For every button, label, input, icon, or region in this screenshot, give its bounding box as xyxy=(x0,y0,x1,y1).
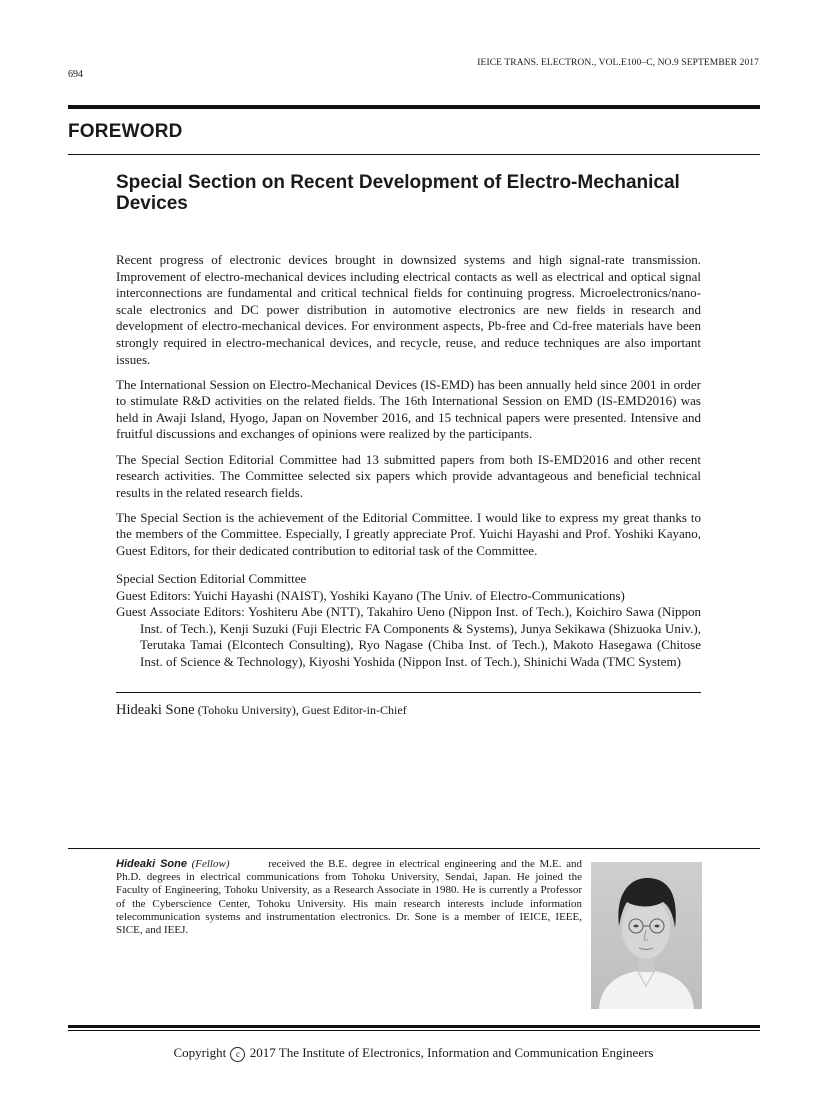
bio-name: Hideaki Sone xyxy=(116,858,187,870)
guest-associate-editors: Guest Associate Editors: Yoshiteru Abe (NTT), Takahiro Ueno (Nippon Inst. of Tech.), Koichiro Sawa (Nippon Inst. of Tech.), Kenji Suzuki (Fuji Electric FA Components & Systems), Junya Sekikawa (Shizuoka Univ.), Terutaka Tamai (Elcontech Consulting), Ryo Nagase (Chiba Inst. of Tech.), Makoto Hasegawa (Chitose Inst. of Science & Technology), Kiyoshi Yoshida (Nippon Inst. of Tech.), Shinichi Wada (TMC System) xyxy=(116,604,701,669)
bio-rule xyxy=(68,848,760,849)
section-title: Special Section on Recent Development of Electro-Mechanical Devices xyxy=(116,172,680,214)
body-paragraph-4: The Special Section is the achievement of the Editorial Committee. I would like to express my great thanks to the members of the Committee. Especially, I greatly appreciate Prof. Yuichi Hayashi and Prof. Yoshiki Kayano, Guest Editors, for their dedicated contribution to editorial task of the Committee. xyxy=(116,509,701,558)
signature-name: Hideaki Sone xyxy=(116,702,195,718)
committee-heading: Special Section Editorial Committee xyxy=(116,571,307,586)
editorial-committee xyxy=(116,571,701,670)
foreword-body xyxy=(116,252,701,568)
body-paragraph-1: Recent progress of electronic devices brought in downsized systems and high signal-rate transmission. Improvement of electro-mechanical devices including electrical contacts as well as electrical and optical signal interconnections are fundamental and critical technical fields for continuing progress. Microelectronics/nano-scale electronics and DC power distribution in automotive electronics are new fields in research and development of electro-mechanical devices. For environment aspects, Pb-free and Cd-free materials have been strongly required in electro-mechanical devices, and recycle, reuse, and reduce techniques are also important issues. xyxy=(116,252,701,367)
signature-rule xyxy=(116,692,701,693)
title-rule xyxy=(68,154,760,155)
signature xyxy=(116,702,407,719)
copyright-symbol: c xyxy=(230,1047,245,1062)
bottom-rule-thick xyxy=(68,1025,760,1028)
bio-text: received the B.E. degree in electrical engineering and the M.E. and Ph.D. degrees in electrical communications from Tohoku University, Sendai, Japan. He joined the Faculty of Engineering, Tohoku University, as a Research Associate in 1980. He is currently a Professor of the Cyberscience Center, Tohoku University. His main research interests include information telecommunication systems and instrumentation electronics. Dr. Sone is a member of IEICE, IEEE, SICE, and IEEJ. xyxy=(116,858,583,937)
guest-editors: Guest Editors: Yuichi Hayashi (NAIST), Yoshiki Kayano (The Univ. of Electro-Communications) xyxy=(116,587,625,603)
bottom-rule-thin xyxy=(68,1030,760,1031)
body-paragraph-3: The Special Section Editorial Committee had 13 submitted papers from both IS-EMD2016 and other recent research activities. The Committee selected six papers which provide advantageous and beneficial technical results in the related research fields. xyxy=(116,451,701,500)
bio-grade: (Fellow) xyxy=(191,858,230,870)
page-number: 694 xyxy=(68,69,83,80)
top-rule xyxy=(68,105,760,109)
copyright-footer xyxy=(0,1045,827,1062)
journal-header: IEICE TRANS. ELECTRON., VOL.E100–C, NO.9 SEPTEMBER 2017 xyxy=(477,58,759,68)
signature-affiliation: (Tohoku University), Guest Editor-in-Chief xyxy=(197,703,407,717)
copyright-label: Copyright xyxy=(173,1045,227,1060)
foreword-title: FOREWORD xyxy=(68,121,183,142)
body-paragraph-2: The International Session on Electro-Mechanical Devices (IS-EMD) has been annually held since 2001 in order to stimulate R&D activities on the related fields. The 16th International Session on EMD (IS-EMD2016) was held in Awaji Island, Hyogo, Japan on November 2016, and 15 technical papers were presented. Intensive and fruitful discussions and exchanges of opinions were realized by the participants. xyxy=(116,376,701,442)
copyright-text: 2017 The Institute of Electronics, Information and Communication Engineers xyxy=(249,1045,654,1060)
author-biography xyxy=(116,858,582,937)
author-photo xyxy=(591,862,702,1009)
